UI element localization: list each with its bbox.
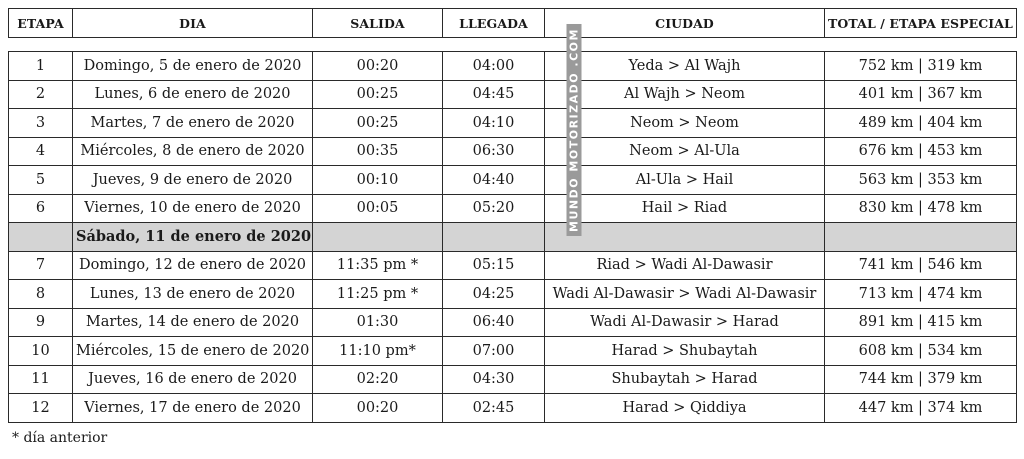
table-row	[9, 365, 1017, 394]
table-body	[9, 38, 1017, 423]
spacer-cell	[443, 38, 545, 52]
cell-ciudad: Harad > Qiddiya	[545, 394, 825, 423]
table-row	[9, 80, 1017, 109]
table-row	[9, 109, 1017, 138]
cell-etapa: 10	[9, 337, 73, 366]
header-salida: SALIDA	[313, 9, 443, 38]
rest-day-empty-cell	[313, 223, 443, 252]
cell-dia: Martes, 7 de enero de 2020	[73, 109, 313, 138]
cell-llegada: 04:00	[443, 52, 545, 81]
cell-salida: 00:10	[313, 166, 443, 195]
cell-salida: 00:25	[313, 80, 443, 109]
cell-salida: 00:35	[313, 137, 443, 166]
cell-total: 744 km | 379 km	[825, 365, 1017, 394]
cell-etapa: 1	[9, 52, 73, 81]
table-row	[9, 280, 1017, 309]
cell-ciudad: Shubaytah > Harad	[545, 365, 825, 394]
cell-etapa: 7	[9, 251, 73, 280]
rest-day-empty-cell	[443, 223, 545, 252]
cell-salida: 02:20	[313, 365, 443, 394]
rest-day-row	[9, 223, 1017, 252]
cell-llegada: 04:40	[443, 166, 545, 195]
spacer-row	[9, 38, 1017, 52]
cell-llegada: 02:45	[443, 394, 545, 423]
header-ciudad: CIUDAD	[545, 9, 825, 38]
cell-salida: 00:25	[313, 109, 443, 138]
cell-total: 676 km | 453 km	[825, 137, 1017, 166]
cell-ciudad: Hail > Riad	[545, 194, 825, 223]
rest-day-empty-cell	[9, 223, 73, 252]
cell-ciudad: Neom > Neom	[545, 109, 825, 138]
cell-total: 608 km | 534 km	[825, 337, 1017, 366]
cell-dia: Miércoles, 8 de enero de 2020	[73, 137, 313, 166]
cell-llegada: 05:20	[443, 194, 545, 223]
cell-total: 563 km | 353 km	[825, 166, 1017, 195]
cell-etapa: 6	[9, 194, 73, 223]
cell-etapa: 12	[9, 394, 73, 423]
cell-ciudad: Yeda > Al Wajh	[545, 52, 825, 81]
cell-salida: 01:30	[313, 308, 443, 337]
header-etapa: ETAPA	[9, 9, 73, 38]
cell-etapa: 8	[9, 280, 73, 309]
cell-dia: Miércoles, 15 de enero de 2020	[73, 337, 313, 366]
cell-dia: Lunes, 13 de enero de 2020	[73, 280, 313, 309]
cell-etapa: 4	[9, 137, 73, 166]
cell-llegada: 04:30	[443, 365, 545, 394]
cell-total: 891 km | 415 km	[825, 308, 1017, 337]
cell-llegada: 04:25	[443, 280, 545, 309]
table-row	[9, 166, 1017, 195]
watermark-text: MUNDO MOTORIZADO .COM	[567, 24, 582, 236]
table-row	[9, 394, 1017, 423]
cell-dia: Viernes, 17 de enero de 2020	[73, 394, 313, 423]
cell-ciudad: Wadi Al-Dawasir > Harad	[545, 308, 825, 337]
cell-llegada: 04:10	[443, 109, 545, 138]
cell-etapa: 2	[9, 80, 73, 109]
cell-etapa: 9	[9, 308, 73, 337]
rest-day-date: Sábado, 11 de enero de 2020	[73, 223, 313, 252]
cell-ciudad: Al-Ula > Hail	[545, 166, 825, 195]
spacer-cell	[9, 38, 73, 52]
cell-salida: 11:35 pm *	[313, 251, 443, 280]
spacer-cell	[73, 38, 313, 52]
header-llegada: LLEGADA	[443, 9, 545, 38]
cell-dia: Jueves, 16 de enero de 2020	[73, 365, 313, 394]
cell-total: 752 km | 319 km	[825, 52, 1017, 81]
cell-etapa: 5	[9, 166, 73, 195]
cell-llegada: 07:00	[443, 337, 545, 366]
cell-ciudad: Riad > Wadi Al-Dawasir	[545, 251, 825, 280]
header-row	[9, 9, 1017, 38]
cell-llegada: 05:15	[443, 251, 545, 280]
cell-ciudad: Neom > Al-Ula	[545, 137, 825, 166]
table-row	[9, 337, 1017, 366]
cell-dia: Viernes, 10 de enero de 2020	[73, 194, 313, 223]
header-total: TOTAL / ETAPA ESPECIAL	[825, 9, 1017, 38]
cell-salida: 11:10 pm*	[313, 337, 443, 366]
cell-dia: Jueves, 9 de enero de 2020	[73, 166, 313, 195]
cell-dia: Domingo, 5 de enero de 2020	[73, 52, 313, 81]
cell-total: 830 km | 478 km	[825, 194, 1017, 223]
cell-ciudad: Wadi Al-Dawasir > Wadi Al-Dawasir	[545, 280, 825, 309]
spacer-cell	[545, 38, 825, 52]
footnote: * día anterior	[12, 430, 108, 446]
table-row	[9, 251, 1017, 280]
cell-dia: Domingo, 12 de enero de 2020	[73, 251, 313, 280]
rest-day-empty-cell	[825, 223, 1017, 252]
table-row	[9, 308, 1017, 337]
cell-etapa: 3	[9, 109, 73, 138]
spacer-cell	[825, 38, 1017, 52]
cell-dia: Martes, 14 de enero de 2020	[73, 308, 313, 337]
cell-salida: 00:05	[313, 194, 443, 223]
cell-etapa: 11	[9, 365, 73, 394]
cell-total: 713 km | 474 km	[825, 280, 1017, 309]
cell-dia: Lunes, 6 de enero de 2020	[73, 80, 313, 109]
table-row	[9, 137, 1017, 166]
cell-salida: 00:20	[313, 394, 443, 423]
cell-llegada: 06:40	[443, 308, 545, 337]
table-row	[9, 52, 1017, 81]
header-dia: DIA	[73, 9, 313, 38]
cell-total: 447 km | 374 km	[825, 394, 1017, 423]
cell-ciudad: Al Wajh > Neom	[545, 80, 825, 109]
cell-llegada: 06:30	[443, 137, 545, 166]
cell-total: 741 km | 546 km	[825, 251, 1017, 280]
cell-total: 401 km | 367 km	[825, 80, 1017, 109]
spacer-cell	[313, 38, 443, 52]
cell-ciudad: Harad > Shubaytah	[545, 337, 825, 366]
table-row	[9, 194, 1017, 223]
cell-salida: 00:20	[313, 52, 443, 81]
rest-day-empty-cell	[545, 223, 825, 252]
cell-llegada: 04:45	[443, 80, 545, 109]
cell-total: 489 km | 404 km	[825, 109, 1017, 138]
schedule-table	[8, 8, 1017, 423]
cell-salida: 11:25 pm *	[313, 280, 443, 309]
